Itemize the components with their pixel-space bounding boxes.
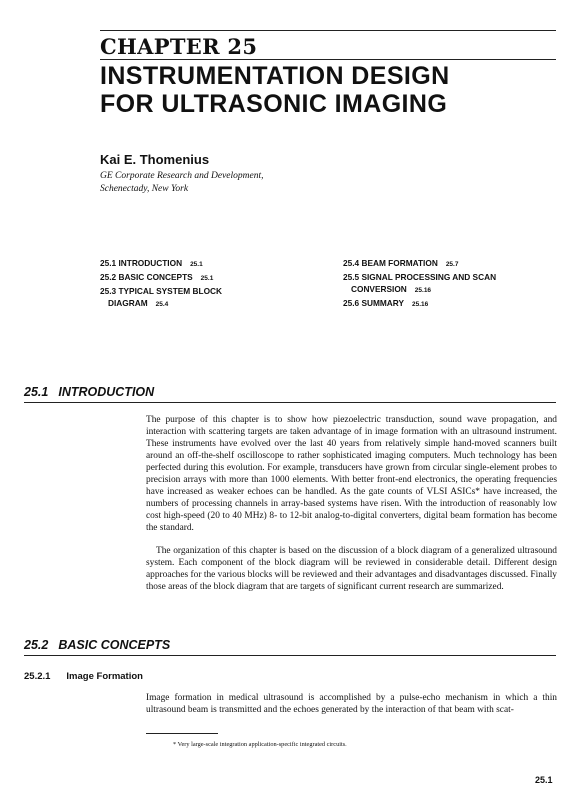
toc-entry[interactable]: 25.2 BASIC CONCEPTS 25.1 <box>100 272 214 282</box>
toc-entry[interactable]: 25.6 SUMMARY 25.16 <box>343 298 429 308</box>
toc-entry-continued[interactable]: DIAGRAM 25.4 <box>108 298 169 308</box>
author-affiliation <box>100 170 264 196</box>
toc-left-column <box>100 257 222 311</box>
section-rule <box>24 655 556 656</box>
chapter-title-rule <box>100 59 556 60</box>
intro-paragraph-2: The organization of this chapter is based on the discussion of a block diagram of a generalized ultrasound system. Each component of the block diagram will be reviewed in considerable detail. Different design approaches for the various blocks will be reviewed and their advantages and disadvantages discussed. Finally those areas of the block diagram that are targets of significant current research are summarized. <box>146 546 557 592</box>
chapter-label: CHAPTER 25 <box>100 34 258 59</box>
toc-entry[interactable]: 25.4 BEAM FORMATION 25.7 <box>343 258 459 268</box>
chapter-title-line-2: FOR ULTRASONIC IMAGING <box>100 90 448 118</box>
chapter-top-rule <box>100 30 556 31</box>
toc-entry-continued[interactable]: CONVERSION 25.16 <box>351 284 432 294</box>
footnote: * Very large-scale integration application-specific integrated circuits. <box>173 741 347 748</box>
intro-paragraph-1: The purpose of this chapter is to show how piezoelectric transduction, sound wave propagation, and interaction with scattering targets are taken advantage of in image formation with an ultrasound instrument. These instruments have evolved over the last 40 years from relatively simple hand-moved scanners built around an off-the-shelf oscilloscope to rather sophisticated imaging computers. Much technology has been perfected during this evolution. For example, transducers have grown from circular single-element probes to precision arrays with more than 1000 elements. With better front-end electronics, the operating frequencies have increased as weaker echoes can be handled. As the gate counts of VLSI ASICs* have increased, the numbers of processing channels in array-based systems have risen. With the introduction of reasonably low cost high-speed (20 to 40 MHz) 8- to 12-bit analog-to-digital converters, digital beam formation has become the standard. <box>146 415 557 533</box>
toc-entry[interactable]: 25.1 INTRODUCTION 25.1 <box>100 258 203 268</box>
section-rule <box>24 402 556 403</box>
subsection-heading-image-formation: 25.2.1 Image Formation <box>24 671 143 682</box>
image-formation-paragraph: Image formation in medical ultrasound is accomplished by a pulse-echo mechanism in which a thin ultrasound beam is transmitted and the echoes generated by the interaction of that beam with scat- <box>146 693 557 715</box>
chapter-title-line-1: INSTRUMENTATION DESIGN <box>100 62 450 90</box>
toc-right-column <box>343 257 496 311</box>
toc-entry[interactable]: 25.3 TYPICAL SYSTEM BLOCK <box>100 286 223 296</box>
section-heading-basic-concepts: 25.2 BASIC CONCEPTS <box>24 638 171 652</box>
toc-entry[interactable]: 25.5 SIGNAL PROCESSING AND SCAN <box>343 272 497 282</box>
footnote-rule <box>146 733 218 734</box>
affiliation-line-2: Schenectady, New York <box>100 184 189 194</box>
author-name: Kai E. Thomenius <box>100 152 210 167</box>
affiliation-line-1: GE Corporate Research and Development, <box>100 171 264 181</box>
page-number: 25.1 <box>535 775 553 785</box>
chapter-title <box>100 62 450 118</box>
section-heading-introduction: 25.1 INTRODUCTION <box>24 385 155 399</box>
